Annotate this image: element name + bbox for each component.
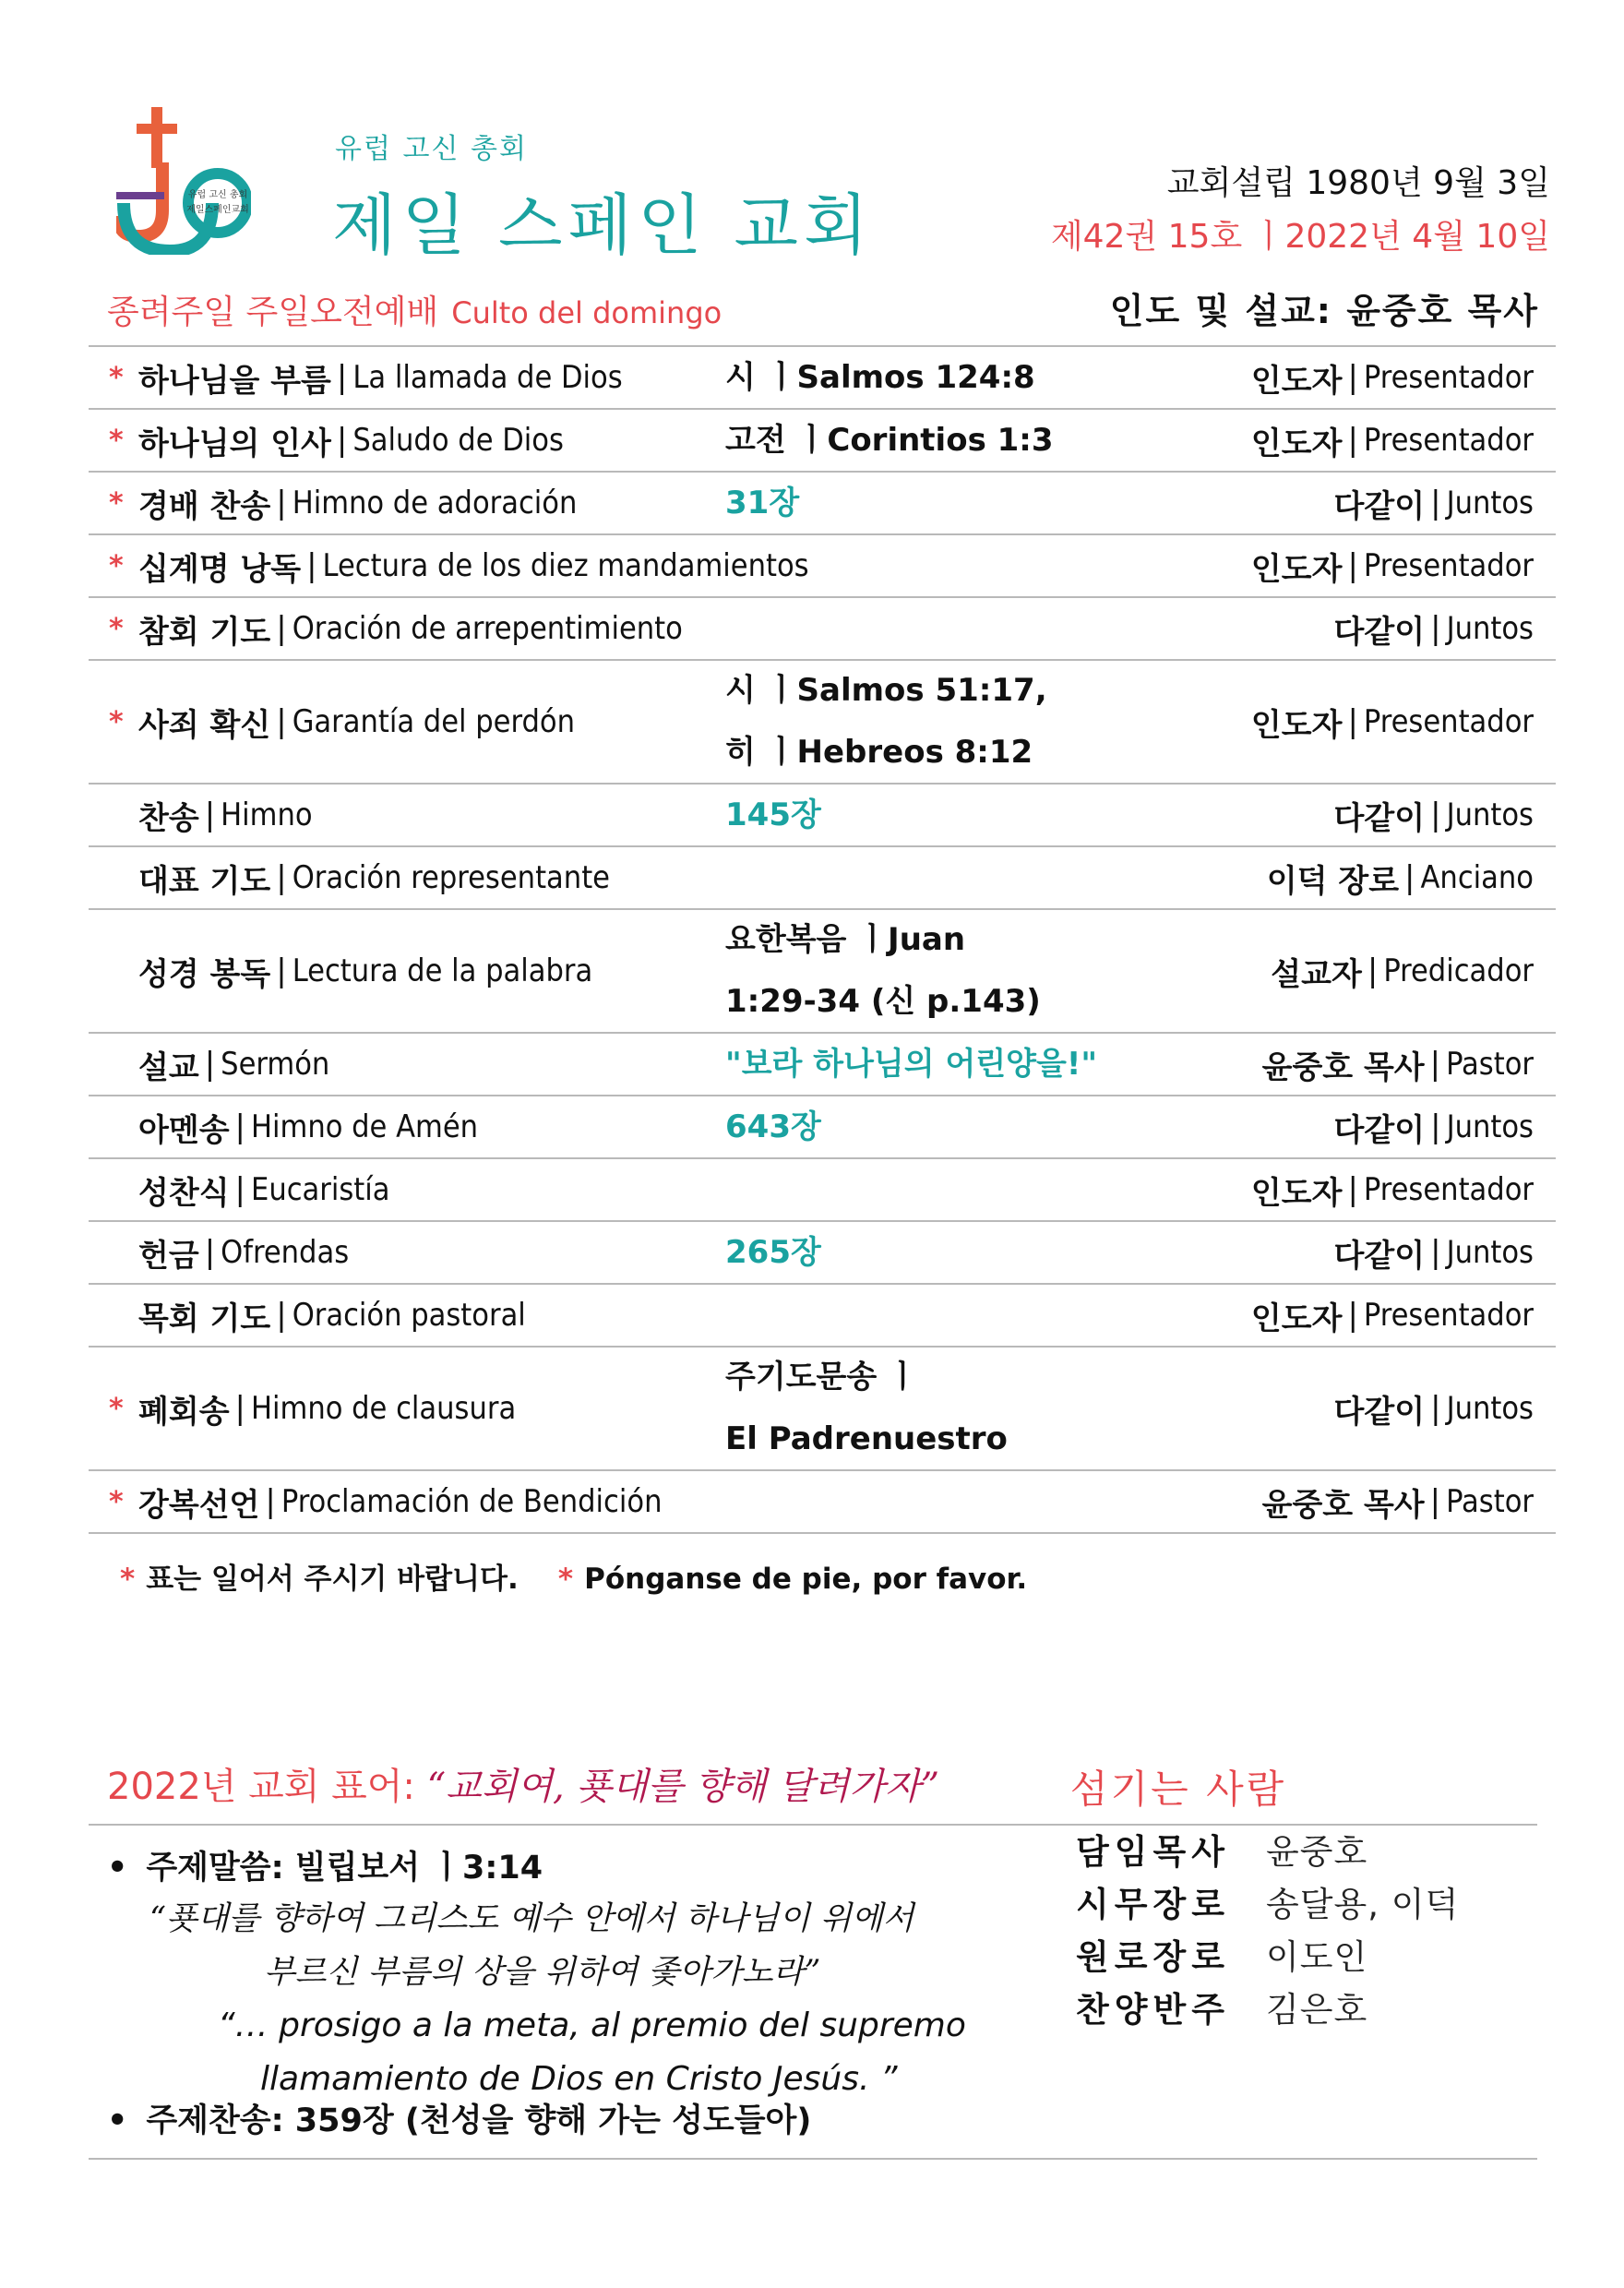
order-item-role — [1251, 535, 1534, 596]
founded-date: 교회설립 1980년 9월 3일 — [1166, 164, 1550, 202]
role-ko: 인도자 — [1250, 550, 1343, 588]
separator: | — [276, 859, 287, 896]
reference-line1: 시 ㅣSalmos 51:17, — [725, 672, 1047, 709]
reference-line1: 시 ㅣSalmos 124:8 — [725, 358, 1035, 396]
role-es: Juntos — [1446, 610, 1534, 647]
order-item-role — [1334, 1348, 1534, 1469]
role-es: Presentador — [1363, 359, 1534, 396]
separator: | — [1347, 703, 1358, 740]
divider — [89, 2158, 1537, 2160]
order-item-role — [1334, 1096, 1534, 1157]
order-item-role — [1251, 1285, 1534, 1346]
order-item-name — [138, 847, 610, 908]
item-name-es: Himno de adoración — [292, 485, 578, 521]
order-row — [89, 473, 1556, 535]
item-name-ko: 폐회송 — [138, 1393, 230, 1431]
order-row — [89, 1034, 1556, 1096]
separator: | — [336, 422, 348, 459]
order-item-name — [138, 910, 592, 1032]
stand-star — [109, 910, 137, 1032]
order-item-name — [138, 535, 809, 596]
server-row — [1076, 1875, 1459, 1927]
item-name-ko: 대표 기도 — [138, 862, 271, 900]
role-es: Presentador — [1363, 547, 1534, 584]
item-name-es: Himno — [221, 797, 313, 833]
role-es: Presentador — [1363, 703, 1534, 740]
role-es: Juntos — [1446, 1234, 1534, 1271]
item-name-ko: 헌금 — [138, 1237, 199, 1275]
item-name-ko: 강복선언 — [138, 1486, 260, 1524]
logo-text-line1: 유럽 고신 총회 — [187, 190, 248, 200]
role-es: Anciano — [1420, 859, 1534, 896]
item-name-es: La llamada de Dios — [352, 359, 623, 396]
role-ko: 인도자 — [1250, 362, 1343, 400]
service-title-ko: 종려주일 주일오전예배 — [107, 293, 439, 331]
order-item-name — [138, 1285, 526, 1346]
role-ko: 설교자 — [1271, 955, 1362, 993]
stand-star — [109, 1159, 137, 1220]
service-leader: 인도 및 설교: 윤중호 목사 — [1109, 291, 1539, 331]
order-item-name — [138, 1034, 329, 1095]
verse-spanish — [218, 1999, 1048, 2106]
reference-line1: 265장 — [725, 1233, 821, 1271]
order-item-reference — [725, 473, 1150, 533]
separator: | — [204, 1234, 216, 1271]
separator: | — [1347, 422, 1358, 459]
order-row — [89, 410, 1556, 473]
role-ko: 인도자 — [1250, 1174, 1343, 1212]
role-es: Juntos — [1446, 1390, 1534, 1427]
stand-star — [109, 1285, 137, 1346]
server-role: 담임목사 — [1076, 1831, 1230, 1872]
order-item-role — [1251, 347, 1534, 408]
item-name-ko: 설교 — [138, 1048, 199, 1086]
order-item-role — [1271, 910, 1534, 1032]
reference-line2: 1:29-34 (신 p.143) — [725, 983, 1041, 1020]
verse-ko-line2: 부르신 부름의 상을 위하여 좇아가노라” — [264, 1954, 821, 1991]
separator: | — [276, 485, 287, 521]
order-item-reference — [725, 1096, 1150, 1157]
item-name-es: Ofrendas — [221, 1234, 350, 1271]
bullet: • — [107, 2102, 128, 2139]
role-ko: 다같이 — [1333, 799, 1426, 837]
logo-text-line2: 제일스페인교회 — [186, 205, 249, 215]
order-row — [89, 598, 1556, 661]
order-item-role — [1334, 785, 1534, 845]
stand-star — [109, 1222, 137, 1283]
order-item-reference — [725, 1222, 1150, 1283]
separator: | — [265, 1483, 276, 1520]
church-motto — [107, 1757, 939, 1810]
role-ko: 다같이 — [1333, 1111, 1426, 1149]
order-item-role — [1251, 661, 1534, 783]
star-mark: * — [120, 1563, 136, 1596]
separator: | — [276, 1297, 287, 1334]
item-name-ko: 성경 봉독 — [138, 955, 271, 993]
order-row — [89, 535, 1556, 598]
stand-note-ko: 표는 일어서 주시기 바랍니다. — [146, 1563, 519, 1596]
item-name-es: Oración pastoral — [292, 1297, 526, 1334]
item-name-es: Oración representante — [292, 859, 611, 896]
separator: | — [1404, 859, 1415, 896]
stand-star: * — [109, 549, 124, 582]
motto-label: 2022년 교회 표어: — [107, 1766, 427, 1808]
item-name-ko: 십계명 낭독 — [138, 550, 302, 588]
church-logo — [116, 107, 251, 255]
order-item-reference — [725, 1348, 1150, 1469]
item-name-es: Proclamación de Bendición — [281, 1483, 663, 1520]
separator: | — [1430, 1108, 1441, 1145]
order-item-role — [1262, 1471, 1534, 1532]
item-name-ko: 사죄 확신 — [138, 706, 271, 744]
stand-star — [109, 1034, 137, 1095]
role-es: Presentador — [1363, 1171, 1534, 1208]
separator: | — [234, 1171, 246, 1208]
role-ko: 다같이 — [1333, 1237, 1426, 1275]
item-name-es: Saludo de Dios — [352, 422, 564, 459]
order-item-role — [1334, 1222, 1534, 1283]
role-ko: 윤중호 목사 — [1261, 1486, 1425, 1524]
order-item-name — [138, 1471, 662, 1532]
item-name-es: Eucaristía — [251, 1171, 390, 1208]
separator: | — [204, 797, 216, 833]
role-es: Pastor — [1446, 1046, 1534, 1083]
order-item-role — [1334, 598, 1534, 659]
servers-list — [1076, 1822, 1459, 2032]
role-ko: 다같이 — [1333, 613, 1426, 651]
reference-line2: El Padrenuestro — [725, 1420, 1008, 1457]
order-item-name — [138, 785, 313, 845]
server-role: 찬양반주 — [1076, 1989, 1230, 2030]
item-name-ko: 경배 찬송 — [138, 487, 271, 525]
denomination-name: 유럽 고신 총회 — [335, 133, 528, 165]
order-item-reference — [725, 410, 1150, 471]
reference-line1: "보라 하나님의 어린양을!" — [725, 1045, 1098, 1083]
item-name-es: Oración de arrepentimiento — [292, 610, 683, 647]
separator: | — [276, 610, 287, 647]
role-es: Juntos — [1446, 797, 1534, 833]
item-name-ko: 하나님의 인사 — [138, 425, 331, 462]
server-row — [1076, 1822, 1459, 1875]
reference-line1: 고전 ㅣCorintios 1:3 — [725, 421, 1054, 459]
order-row — [89, 347, 1556, 410]
server-names: 김은호 — [1266, 1989, 1368, 2030]
role-ko: 윤중호 목사 — [1261, 1048, 1425, 1086]
item-name-ko: 찬송 — [138, 799, 199, 837]
role-es: Juntos — [1446, 1108, 1534, 1145]
stand-star: * — [109, 1392, 124, 1425]
order-item-role — [1251, 410, 1534, 471]
verse-es-line2: llamamiento de Dios en Cristo Jesús. ” — [260, 2060, 898, 2098]
separator: | — [306, 547, 317, 584]
server-names: 이도인 — [1266, 1936, 1368, 1977]
order-of-worship — [89, 345, 1556, 1534]
stand-star — [109, 847, 137, 908]
order-item-reference — [725, 910, 1150, 1032]
order-row — [89, 910, 1556, 1034]
item-name-ko: 목회 기도 — [138, 1300, 271, 1337]
stand-star: * — [109, 1485, 124, 1518]
role-ko: 다같이 — [1333, 1393, 1426, 1431]
theme-verse-ref: 주제말씀: 빌립보서 ㅣ3:14 — [146, 1850, 543, 1887]
server-names: 윤중호 — [1266, 1831, 1368, 1872]
order-item-reference — [725, 785, 1150, 845]
order-item-reference — [725, 847, 1150, 908]
order-row — [89, 1471, 1556, 1534]
order-row — [89, 1096, 1556, 1159]
separator: | — [276, 703, 287, 740]
separator: | — [1430, 1234, 1441, 1271]
item-name-es: Sermón — [221, 1046, 330, 1083]
separator: | — [204, 1046, 216, 1083]
order-item-reference — [725, 1471, 1150, 1532]
order-item-reference — [725, 1034, 1150, 1095]
stand-star: * — [109, 361, 124, 394]
role-ko: 인도자 — [1250, 425, 1343, 462]
server-row — [1076, 1927, 1459, 1980]
server-role: 원로장로 — [1076, 1936, 1230, 1977]
server-role: 시무장로 — [1076, 1884, 1230, 1924]
role-ko: 인도자 — [1250, 706, 1343, 744]
star-mark: * — [557, 1563, 574, 1596]
role-es: Pastor — [1446, 1483, 1534, 1520]
order-item-name — [138, 661, 575, 783]
order-item-role — [1251, 1159, 1534, 1220]
stand-star — [109, 1096, 137, 1157]
item-name-ko: 아멘송 — [138, 1111, 230, 1149]
order-item-name — [138, 410, 564, 471]
order-row — [89, 661, 1556, 785]
order-item-name — [138, 1348, 516, 1469]
separator: | — [1430, 485, 1441, 521]
role-es: Juntos — [1446, 485, 1534, 521]
item-name-es: Lectura de la palabra — [292, 952, 593, 989]
role-es: Presentador — [1363, 422, 1534, 459]
order-row — [89, 1285, 1556, 1348]
separator: | — [1347, 547, 1358, 584]
order-row — [89, 847, 1556, 910]
role-es: Presentador — [1363, 1297, 1534, 1334]
item-name-ko: 참회 기도 — [138, 613, 271, 651]
server-row — [1076, 1980, 1459, 2032]
service-title-es: Culto del domingo — [451, 295, 722, 330]
separator: | — [1347, 1171, 1358, 1208]
order-item-name — [138, 598, 683, 659]
separator: | — [1367, 952, 1379, 989]
order-item-role — [1262, 1034, 1534, 1095]
service-title — [107, 286, 722, 333]
role-ko: 인도자 — [1250, 1300, 1343, 1337]
reference-line1: 145장 — [725, 796, 821, 833]
order-item-name — [138, 1159, 390, 1220]
order-item-name — [138, 473, 577, 533]
role-ko: 이덕 장로 — [1266, 862, 1400, 900]
item-name-es: Lectura de los diez mandamientos — [322, 547, 809, 584]
reference-line2: 히 ㅣHebreos 8:12 — [725, 734, 1033, 771]
separator: | — [1429, 1483, 1441, 1520]
item-name-ko: 하나님을 부름 — [138, 362, 331, 400]
role-es: Predicador — [1383, 952, 1534, 989]
stand-star: * — [109, 612, 124, 645]
order-row — [89, 785, 1556, 847]
separator: | — [276, 952, 287, 989]
order-row — [89, 1159, 1556, 1222]
stand-star: * — [109, 705, 124, 738]
stand-note — [120, 1555, 1027, 1597]
item-name-es: Himno de Amén — [251, 1108, 479, 1145]
reference-line1: 요한복음 ㅣJuan — [725, 921, 966, 958]
stand-note-es: Pónganse de pie, por favor. — [584, 1563, 1028, 1596]
role-ko: 다같이 — [1333, 487, 1426, 525]
church-name: 제일 스페인 교회 — [332, 186, 874, 264]
reference-line1: 31장 — [725, 484, 800, 521]
order-item-name — [138, 1096, 478, 1157]
verse-es-line1: “… prosigo a la meta, al premio del supremo — [218, 2006, 966, 2044]
reference-line1: 643장 — [725, 1108, 821, 1145]
order-item-name — [138, 347, 623, 408]
order-item-reference — [725, 661, 1150, 783]
separator: | — [1347, 359, 1358, 396]
order-item-reference — [725, 598, 1150, 659]
order-item-role — [1267, 847, 1534, 908]
verse-ko-line1: “푯대를 향하여 그리스도 예수 안에서 하나님이 위에서 — [149, 1900, 914, 1937]
separator: | — [1429, 1046, 1441, 1083]
order-row — [89, 1348, 1556, 1471]
server-names: 송달용, 이덕 — [1266, 1884, 1460, 1924]
theme-hymn — [107, 2095, 811, 2141]
stand-star: * — [109, 486, 124, 520]
reference-line1: 주기도문송 ㅣ — [725, 1359, 918, 1396]
verse-korean — [149, 1892, 1054, 1999]
separator: | — [1430, 797, 1441, 833]
order-item-reference — [725, 1159, 1150, 1220]
order-row — [89, 1222, 1556, 1285]
stand-star: * — [109, 424, 124, 457]
order-item-reference — [725, 1285, 1150, 1346]
order-item-reference — [725, 535, 1150, 596]
stand-star — [109, 785, 137, 845]
theme-verse-label — [107, 1842, 543, 1888]
item-name-ko: 성찬식 — [138, 1174, 230, 1212]
issue-info: 제42권 15호 ㅣ2022년 4월 10일 — [1050, 218, 1550, 256]
bullet: • — [107, 1850, 128, 1887]
separator: | — [336, 359, 348, 396]
motto-quote: “교회여, 푯대를 향해 달려가자” — [426, 1766, 940, 1808]
item-name-es: Himno de clausura — [251, 1390, 517, 1427]
servers-title: 섬기는 사람 — [1070, 1767, 1287, 1812]
item-name-es: Garantía del perdón — [292, 703, 575, 740]
order-item-reference — [725, 347, 1150, 408]
order-item-role — [1334, 473, 1534, 533]
separator: | — [234, 1108, 246, 1145]
order-item-name — [138, 1222, 349, 1283]
separator: | — [234, 1390, 246, 1427]
separator: | — [1430, 610, 1441, 647]
separator: | — [1430, 1390, 1441, 1427]
theme-hymn-text: 주제찬송: 359장 (천성을 향해 가는 성도들아) — [146, 2102, 812, 2139]
separator: | — [1347, 1297, 1358, 1334]
